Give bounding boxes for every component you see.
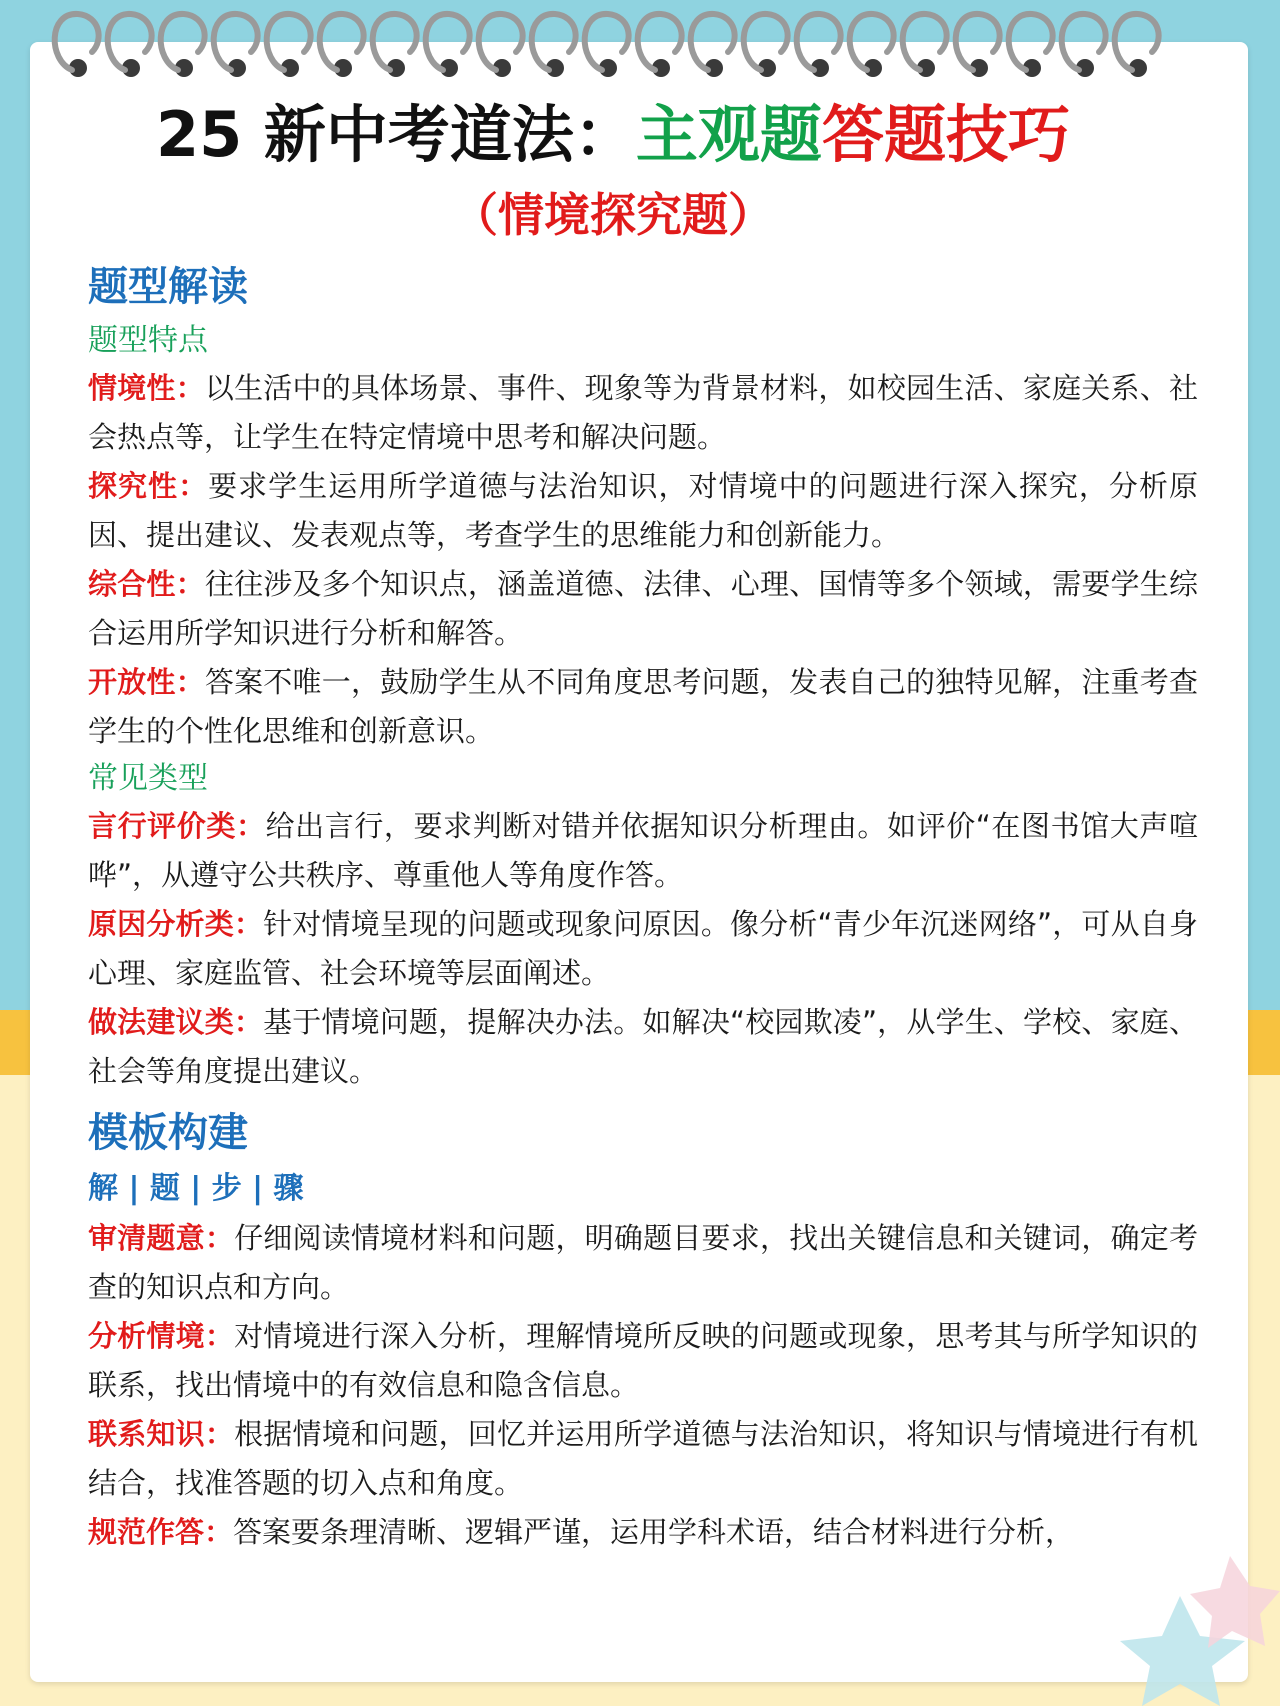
paragraph: [88, 900, 1198, 998]
page-subtitle: （情境探究题）: [452, 188, 774, 242]
title-prefix: 25 新中考道法：: [156, 98, 636, 171]
paragraph-key: 审清题意：: [88, 1221, 235, 1255]
paragraph-key: 原因分析类：: [88, 907, 264, 941]
paragraph: [88, 802, 1198, 900]
paragraph: [88, 1508, 1198, 1557]
paragraph-key: 分析情境：: [88, 1319, 235, 1353]
paragraph: [88, 1410, 1198, 1508]
title-green-part: 主观题: [635, 98, 822, 171]
paper-star-decoration-icon: [1120, 1536, 1280, 1706]
paragraph-text: 给出言行，要求判断对错并依据知识分析理由。如评价“在图书馆大声喧哗”，从遵守公共秩序、尊重他人等角度作答。: [88, 809, 1198, 892]
paragraph-key: 探究性：: [88, 469, 209, 503]
paragraph-key: 开放性：: [88, 665, 205, 699]
paragraph-key: 言行评价类：: [88, 809, 266, 843]
paragraph-text: 答案要条理清晰、逻辑严谨，运用学科术语，结合材料进行分析，: [233, 1515, 1075, 1549]
title-red-part: 答题技巧: [821, 98, 1070, 171]
section-heading: 模板构建: [88, 1110, 248, 1156]
paragraph: [88, 462, 1198, 560]
paragraph-text: 基于情境问题，提解决办法。如解决“校园欺凌”，从学生、学校、家庭、社会等角度提出建议。: [88, 1005, 1198, 1088]
paragraph: [88, 1214, 1198, 1312]
paragraph-text: 对情境进行深入分析，理解情境所反映的问题或现象，思考其与所学知识的联系，找出情境中的有效信息和隐含信息。: [88, 1319, 1198, 1402]
paragraph-text: 仔细阅读情境材料和问题，明确题目要求，找出关键信息和关键词，确定考查的知识点和方向。: [88, 1221, 1198, 1304]
paragraph-key: 联系知识：: [88, 1417, 235, 1451]
steps-label: 解 | 题 | 步 | 骤: [88, 1171, 304, 1206]
paragraph-text: 往往涉及多个知识点，涵盖道德、法律、心理、国情等多个领域，需要学生综合运用所学知识进行分析和解答。: [88, 567, 1198, 650]
subheading: 常见类型: [88, 761, 208, 796]
paragraph: [88, 364, 1198, 462]
article: [88, 90, 1198, 1557]
paragraph-text: 以生活中的具体场景、事件、现象等为背景材料，如校园生活、家庭关系、社会热点等，让学生在特定情境中思考和解决问题。: [88, 371, 1198, 454]
paragraph-text: 要求学生运用所学道德与法治知识，对情境中的问题进行深入探究，分析原因、提出建议、发表观点等，考查学生的思维能力和创新能力。: [88, 469, 1198, 552]
paragraph-key: 规范作答：: [88, 1515, 234, 1549]
paragraph-key: 情境性：: [88, 371, 205, 405]
paragraph: [88, 560, 1198, 658]
subheading: 题型特点: [88, 323, 208, 358]
paragraph: [88, 998, 1198, 1096]
paragraph: [88, 658, 1198, 756]
page-title: [28, 90, 1198, 180]
paragraph: [88, 1312, 1198, 1410]
paragraph-key: 综合性：: [88, 567, 205, 601]
paragraph-text: 针对情境呈现的问题或现象问原因。像分析“青少年沉迷网络”，可从自身心理、家庭监管、社会环境等层面阐述。: [88, 907, 1198, 990]
section-heading: 题型解读: [88, 264, 248, 310]
paragraph-text: 答案不唯一，鼓励学生从不同角度思考问题，发表自己的独特见解，注重考查学生的个性化思维和创新意识。: [88, 665, 1198, 748]
paragraph-key: 做法建议类：: [88, 1005, 264, 1039]
paragraph-text: 根据情境和问题，回忆并运用所学道德与法治知识，将知识与情境进行有机结合，找准答题的切入点和角度。: [88, 1417, 1198, 1500]
